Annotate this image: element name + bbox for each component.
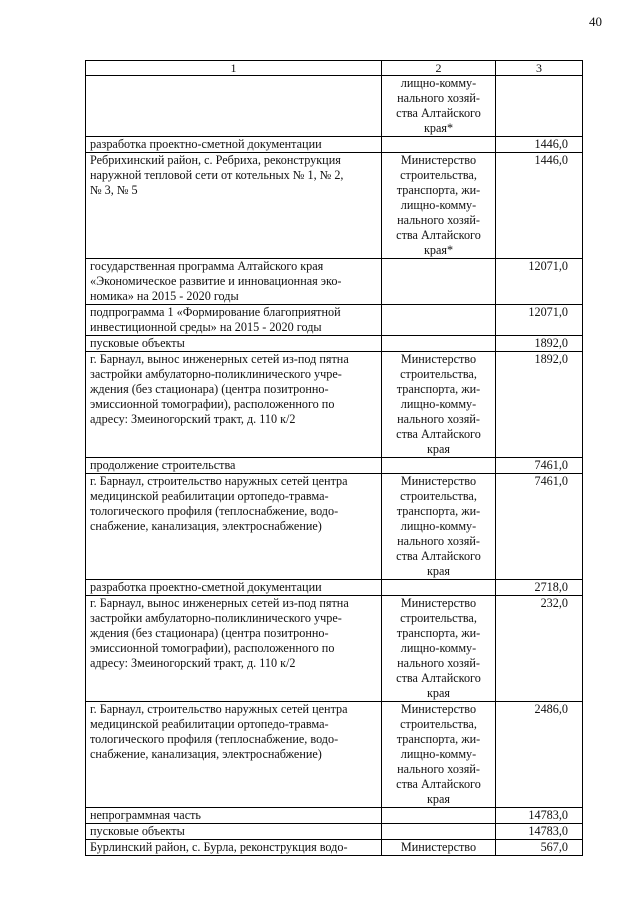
responsible-cell bbox=[382, 305, 496, 336]
object-name-cell: г. Барнаул, строительство наружных сетей центра медицинской реабилитации ортопедо-травма- тологического профиля (теплоснабжение, водо- снабжение, канализация, электроснабжение) bbox=[86, 702, 382, 808]
object-name-cell: продолжение строительства bbox=[86, 458, 382, 474]
amount-cell bbox=[496, 76, 583, 137]
page-number: 40 bbox=[589, 14, 602, 29]
responsible-cell: Министерство строительства, транспорта, жи- лищно-комму- нального хозяй- ства Алтайского края bbox=[382, 702, 496, 808]
object-name-cell: Ребрихинский район, с. Ребриха, реконструкция наружной тепловой сети от котельных № 1, № 2, № 3, № 5 bbox=[86, 153, 382, 259]
table-row bbox=[86, 76, 583, 137]
object-name-cell: подпрограмма 1 «Формирование благоприятной инвестиционной среды» на 2015 - 2020 годы bbox=[86, 305, 382, 336]
responsible-cell: Министерство строительства, транспорта, жи- лищно-комму- нального хозяй- ства Алтайского края bbox=[382, 474, 496, 580]
budget-table bbox=[85, 60, 583, 856]
amount-cell: 567,0 bbox=[496, 840, 583, 856]
table-row bbox=[86, 305, 583, 336]
object-name-cell: разработка проектно-сметной документации bbox=[86, 137, 382, 153]
responsible-cell bbox=[382, 336, 496, 352]
responsible-cell bbox=[382, 458, 496, 474]
amount-cell: 1892,0 bbox=[496, 352, 583, 458]
amount-cell: 14783,0 bbox=[496, 808, 583, 824]
object-name-cell: непрограммная часть bbox=[86, 808, 382, 824]
table-row bbox=[86, 702, 583, 808]
amount-cell: 7461,0 bbox=[496, 458, 583, 474]
object-name-cell: разработка проектно-сметной документации bbox=[86, 580, 382, 596]
responsible-cell bbox=[382, 808, 496, 824]
amount-cell: 7461,0 bbox=[496, 474, 583, 580]
object-name-cell: пусковые объекты bbox=[86, 824, 382, 840]
object-name-cell bbox=[86, 76, 382, 137]
table-row bbox=[86, 352, 583, 458]
amount-cell: 1446,0 bbox=[496, 137, 583, 153]
table-row bbox=[86, 336, 583, 352]
table-row bbox=[86, 474, 583, 580]
table-row bbox=[86, 808, 583, 824]
header-col-3: 3 bbox=[496, 61, 583, 76]
responsible-cell: Министерство строительства, транспорта, жи- лищно-комму- нального хозяй- ства Алтайского края bbox=[382, 596, 496, 702]
table-row bbox=[86, 596, 583, 702]
object-name-cell: г. Барнаул, вынос инженерных сетей из-под пятна застройки амбулаторно-поликлинического учре- ждения (без стационара) (центра позитронно- эмиссионной томографии), расположенного по адресу: Змеиногорский тракт, д. 110 к/2 bbox=[86, 352, 382, 458]
header-col-2: 2 bbox=[382, 61, 496, 76]
object-name-cell: г. Барнаул, вынос инженерных сетей из-под пятна застройки амбулаторно-поликлинического учре- ждения (без стационара) (центра позитронно- эмиссионной томографии), расположенного по адресу: Змеиногорский тракт, д. 110 к/2 bbox=[86, 596, 382, 702]
table-row bbox=[86, 259, 583, 305]
table-row bbox=[86, 153, 583, 259]
responsible-cell: лищно-комму- нального хозяй- ства Алтайского края* bbox=[382, 76, 496, 137]
amount-cell: 1446,0 bbox=[496, 153, 583, 259]
responsible-cell: Министерство bbox=[382, 840, 496, 856]
amount-cell: 14783,0 bbox=[496, 824, 583, 840]
amount-cell: 232,0 bbox=[496, 596, 583, 702]
responsible-cell: Министерство строительства, транспорта, жи- лищно-комму- нального хозяй- ства Алтайского края bbox=[382, 352, 496, 458]
responsible-cell: Министерство строительства, транспорта, жи- лищно-комму- нального хозяй- ства Алтайского края* bbox=[382, 153, 496, 259]
table-row bbox=[86, 824, 583, 840]
responsible-cell bbox=[382, 137, 496, 153]
table-row bbox=[86, 840, 583, 856]
table-row bbox=[86, 458, 583, 474]
responsible-cell bbox=[382, 824, 496, 840]
object-name-cell: Бурлинский район, с. Бурла, реконструкция водо- bbox=[86, 840, 382, 856]
object-name-cell: г. Барнаул, строительство наружных сетей центра медицинской реабилитации ортопедо-травма- тологического профиля (теплоснабжение, водо- снабжение, канализация, электроснабжение) bbox=[86, 474, 382, 580]
responsible-cell bbox=[382, 259, 496, 305]
header-col-1: 1 bbox=[86, 61, 382, 76]
amount-cell: 2718,0 bbox=[496, 580, 583, 596]
object-name-cell: пусковые объекты bbox=[86, 336, 382, 352]
object-name-cell: государственная программа Алтайского края «Экономическое развитие и инновационная эко- номика» на 2015 - 2020 годы bbox=[86, 259, 382, 305]
table-header-row bbox=[86, 61, 583, 76]
amount-cell: 12071,0 bbox=[496, 305, 583, 336]
amount-cell: 12071,0 bbox=[496, 259, 583, 305]
table-row bbox=[86, 580, 583, 596]
amount-cell: 1892,0 bbox=[496, 336, 583, 352]
responsible-cell bbox=[382, 580, 496, 596]
table-row bbox=[86, 137, 583, 153]
amount-cell: 2486,0 bbox=[496, 702, 583, 808]
